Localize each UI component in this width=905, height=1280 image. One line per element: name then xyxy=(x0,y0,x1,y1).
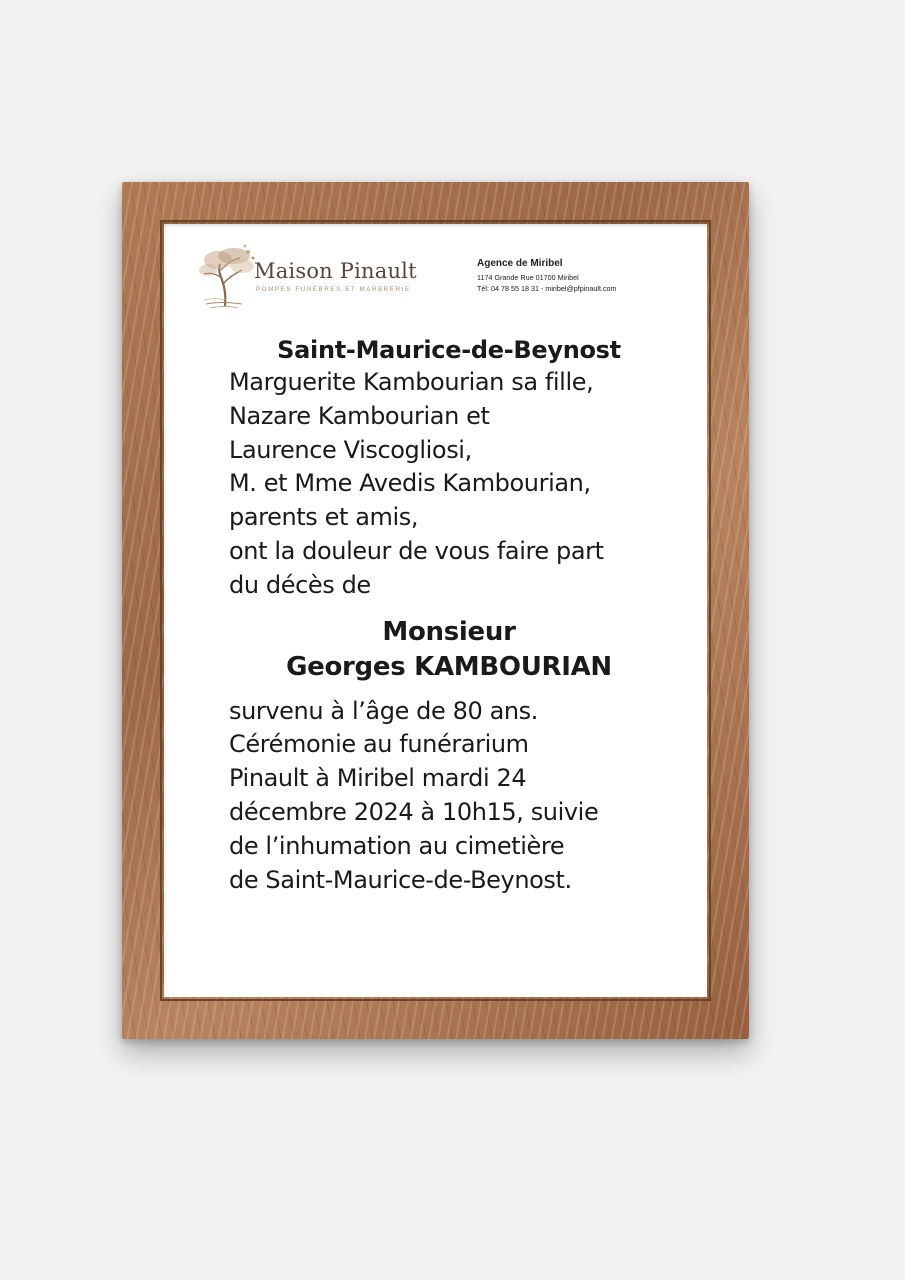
wooden-frame xyxy=(122,182,749,1039)
family-line: ont la douleur de vous faire part xyxy=(229,536,604,565)
notice-place: Saint-Maurice-de-Beynost xyxy=(277,336,621,364)
brand-tagline: POMPES FUNÈBRES ET MARBRERIE xyxy=(256,286,411,293)
frame-inner-edge xyxy=(160,220,711,1001)
details-line: Pinault à Miribel mardi 24 xyxy=(229,764,527,793)
family-line: M. et Mme Avedis Kambourian, xyxy=(229,469,591,498)
agency-contact: Tél: 04 78 55 18 31 - miribel@pfpinault.com xyxy=(477,284,617,293)
deceased-title: Monsieur xyxy=(382,616,516,647)
details-line: de Saint-Maurice-de-Beynost. xyxy=(229,865,572,894)
family-line: Marguerite Kambourian sa fille, xyxy=(229,368,594,396)
brand-name: Maison Pinault xyxy=(254,259,417,283)
family-line: du décès de xyxy=(229,570,371,599)
family-line: parents et amis, xyxy=(229,503,419,532)
details-line: décembre 2024 à 10h15, suivie xyxy=(229,797,599,826)
family-line: Laurence Viscogliosi, xyxy=(229,435,472,464)
family-line: Nazare Kambourian et xyxy=(229,401,490,430)
details-line: survenu à l’âge de 80 ans. xyxy=(229,696,539,725)
agency-name: Agence de Miribel xyxy=(477,258,563,269)
deceased-name: Georges KAMBOURIAN xyxy=(286,651,612,682)
agency-address: 1174 Grande Rue 01700 Miribel xyxy=(477,273,579,282)
details-line: Cérémonie au funérarium xyxy=(229,730,529,759)
details-line: de l’inhumation au cimetière xyxy=(229,831,565,860)
